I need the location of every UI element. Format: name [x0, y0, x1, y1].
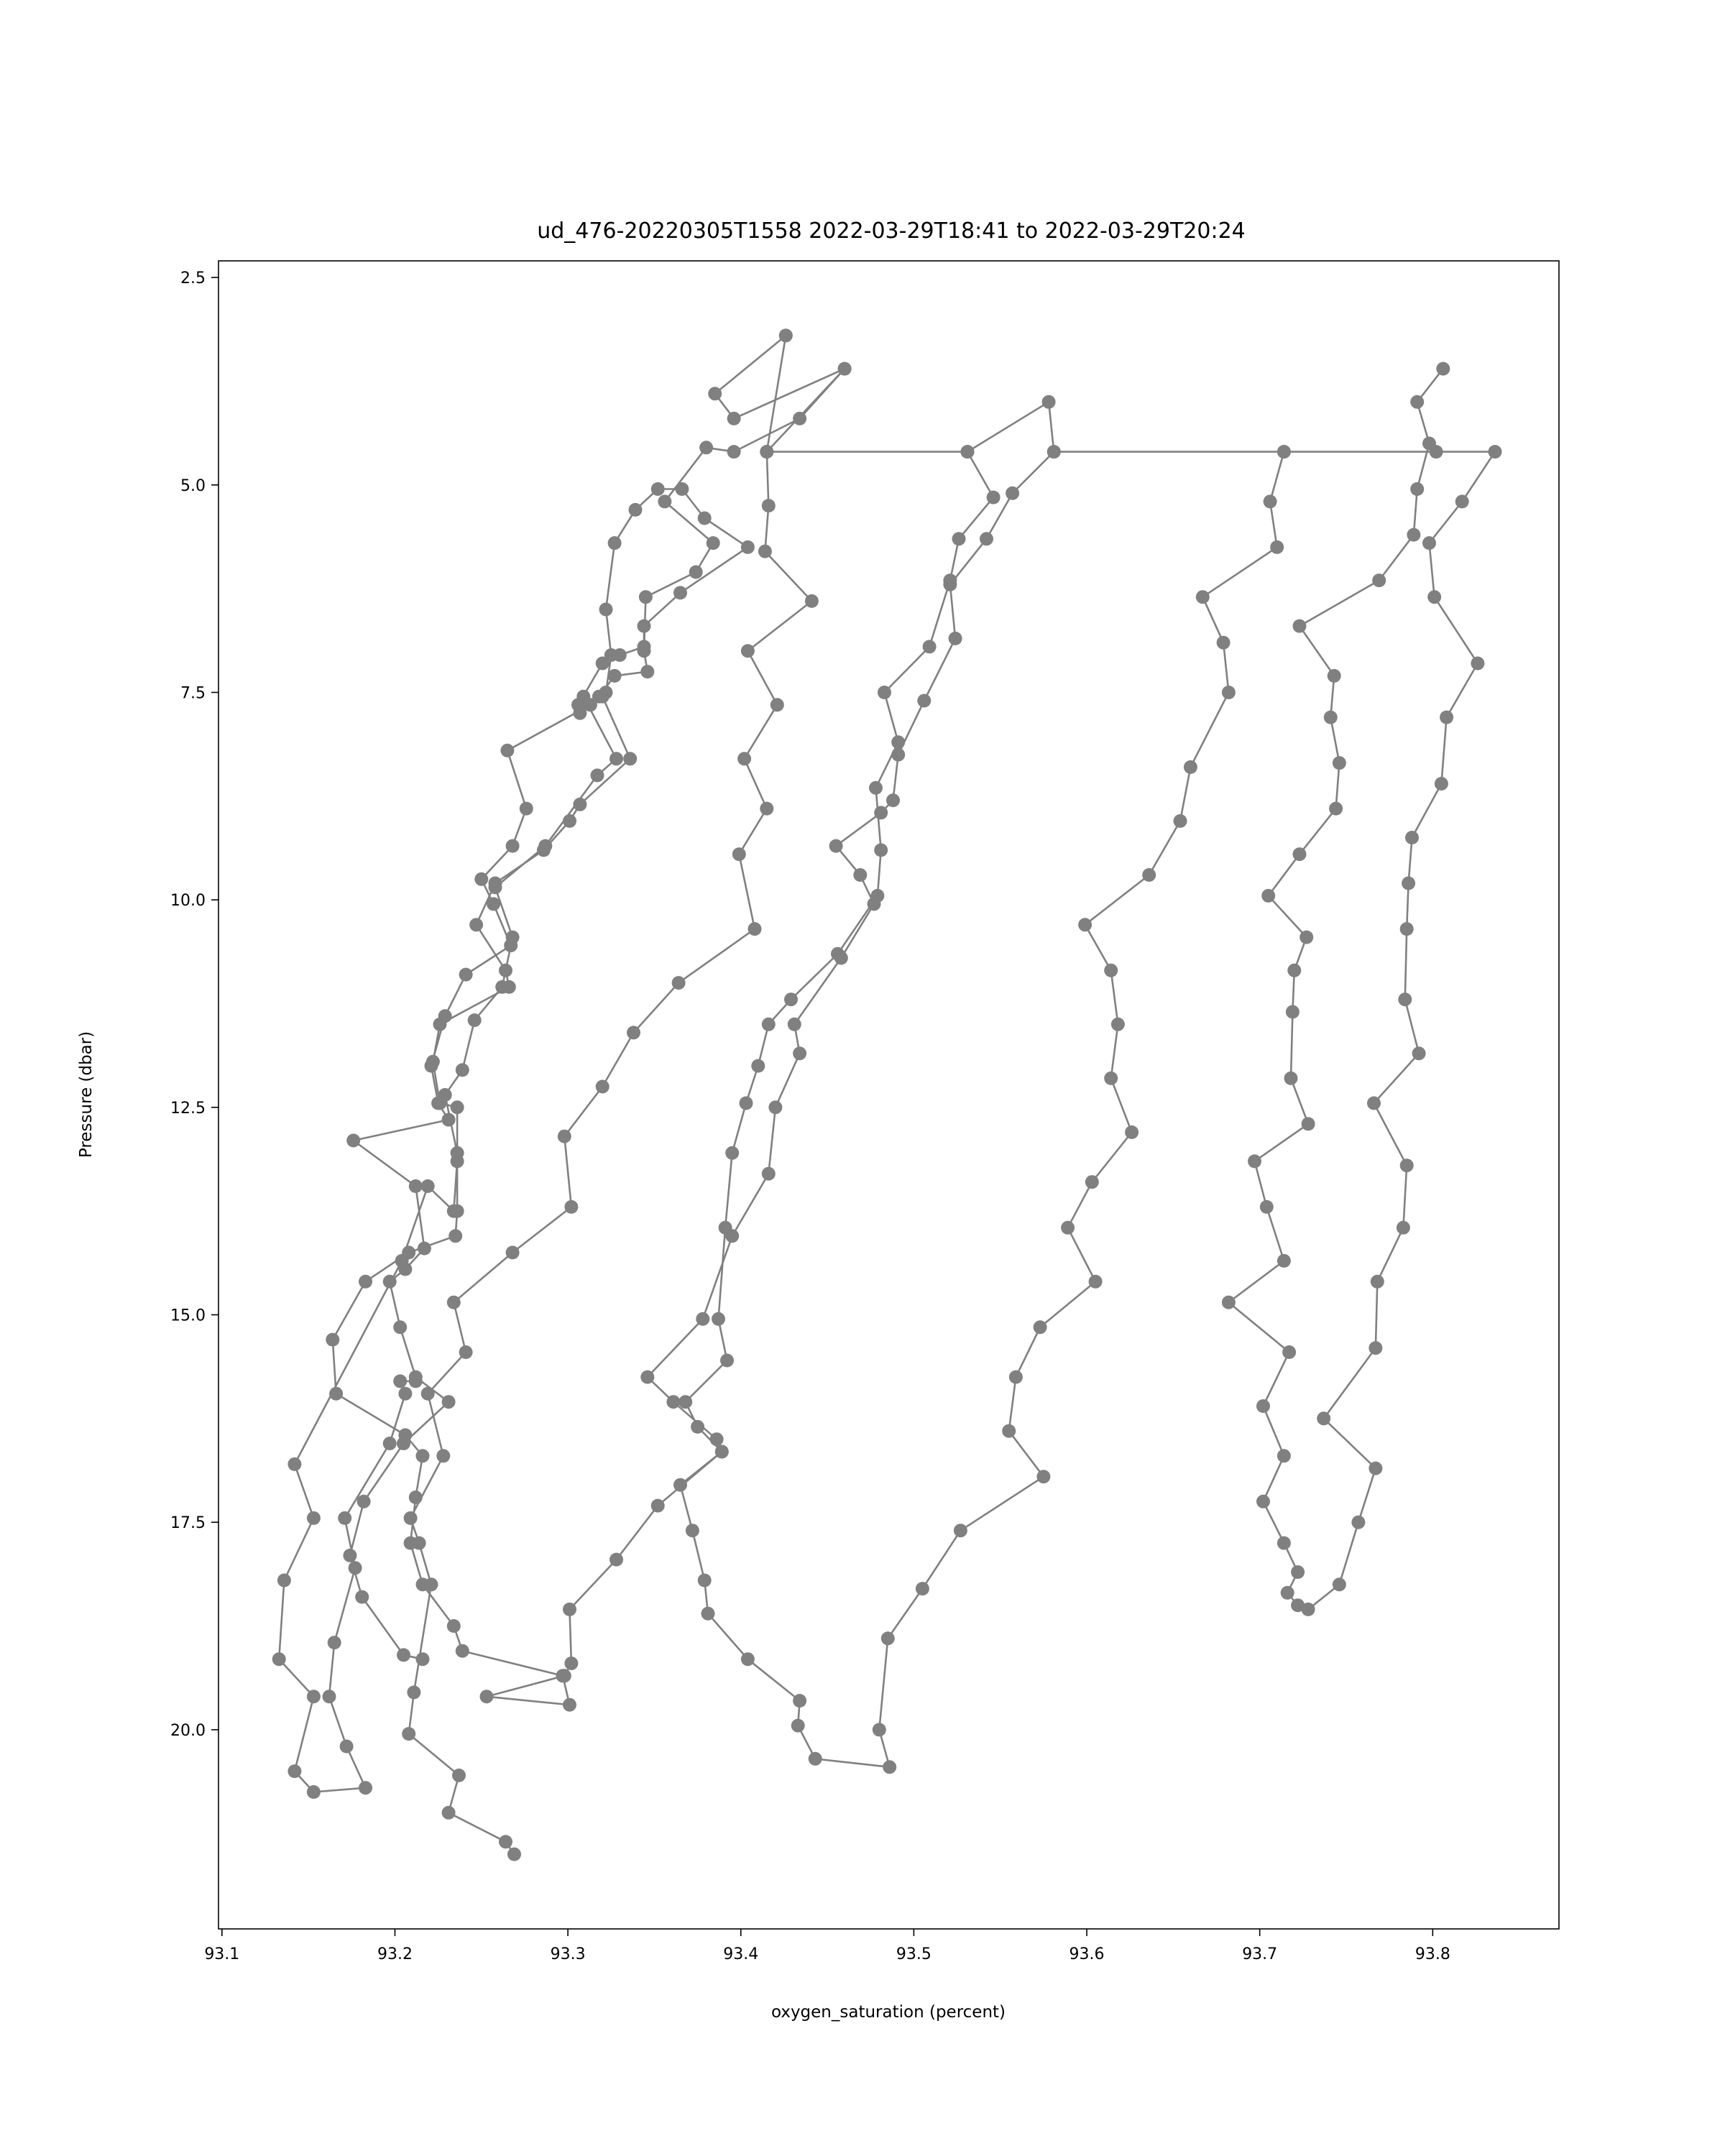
data-point	[658, 494, 671, 508]
data-point	[1277, 1537, 1291, 1550]
y-tick-label: 12.5	[170, 1099, 206, 1118]
data-point	[452, 1769, 466, 1782]
data-point	[853, 868, 867, 882]
y-tick-label: 20.0	[170, 1721, 206, 1740]
data-point	[326, 1333, 339, 1347]
data-point	[558, 1130, 571, 1143]
data-point	[1293, 847, 1307, 861]
data-point	[916, 1582, 929, 1595]
data-point	[451, 1154, 464, 1168]
data-point	[1284, 1072, 1298, 1085]
data-point	[1260, 1200, 1274, 1214]
data-point	[640, 665, 654, 678]
data-point	[520, 802, 533, 816]
data-point	[741, 644, 755, 658]
data-point	[1142, 868, 1156, 882]
data-point	[886, 793, 900, 807]
data-point	[651, 1499, 665, 1513]
data-point	[442, 1113, 456, 1127]
data-point	[573, 798, 586, 811]
data-point	[433, 1018, 447, 1031]
data-point	[407, 1685, 420, 1699]
data-point	[760, 802, 773, 816]
data-point	[1222, 1296, 1236, 1309]
data-point	[883, 1760, 896, 1774]
y-axis-label: Pressure (dbar)	[77, 1031, 96, 1158]
data-point	[831, 947, 845, 961]
data-point	[954, 1524, 967, 1537]
data-point	[489, 877, 502, 890]
data-point	[442, 1806, 456, 1820]
data-point	[413, 1537, 426, 1550]
data-point	[288, 1457, 301, 1471]
data-point	[447, 1296, 461, 1309]
data-point	[1405, 831, 1419, 844]
data-point	[272, 1652, 286, 1666]
data-point	[573, 706, 586, 720]
data-point	[741, 1652, 755, 1666]
data-point	[707, 536, 720, 550]
data-point	[328, 1636, 341, 1649]
data-point	[502, 980, 516, 994]
data-point	[1256, 1399, 1270, 1413]
data-point	[500, 744, 514, 757]
data-point	[699, 441, 713, 454]
data-point	[459, 968, 473, 982]
data-point	[698, 512, 712, 525]
data-point	[1270, 540, 1284, 554]
x-tick-label: 93.6	[1069, 1945, 1105, 1963]
data-point	[1282, 1345, 1296, 1359]
data-point	[338, 1511, 351, 1525]
data-point	[393, 1320, 407, 1334]
data-point	[878, 686, 891, 699]
x-tick-label: 93.1	[204, 1945, 240, 1963]
data-point	[1398, 992, 1412, 1006]
data-point	[1410, 482, 1424, 496]
data-point	[425, 1577, 438, 1591]
data-point	[873, 1723, 886, 1736]
x-tick-label: 93.4	[723, 1945, 759, 1963]
data-point	[359, 1275, 372, 1289]
data-point	[627, 1026, 640, 1039]
data-point	[1440, 711, 1453, 724]
data-point	[1351, 1516, 1365, 1529]
data-point	[599, 603, 613, 617]
data-point	[1196, 590, 1210, 604]
data-point	[720, 1354, 734, 1368]
data-point	[758, 545, 772, 558]
data-point	[737, 752, 751, 765]
y-tick-label: 15.0	[170, 1307, 206, 1325]
data-point	[433, 1097, 447, 1110]
data-point	[591, 768, 604, 782]
data-point	[307, 1690, 321, 1703]
data-point	[874, 806, 888, 819]
data-point	[696, 1312, 709, 1326]
data-point	[416, 1449, 430, 1462]
data-point	[307, 1785, 321, 1799]
y-tick-label: 2.5	[180, 270, 206, 288]
data-point	[1328, 669, 1341, 683]
data-point	[397, 1437, 410, 1450]
data-point	[1397, 1221, 1410, 1235]
data-point	[402, 1727, 415, 1741]
x-tick-label: 93.5	[896, 1945, 932, 1963]
data-point	[1324, 711, 1338, 724]
data-point	[1436, 362, 1450, 376]
y-tick-label: 5.0	[180, 476, 206, 495]
data-point	[793, 412, 806, 425]
data-point	[788, 1018, 801, 1031]
data-point	[1277, 1254, 1291, 1268]
data-point	[436, 1449, 450, 1462]
data-point	[784, 992, 798, 1006]
y-tick-label: 17.5	[170, 1514, 206, 1533]
chart-title: ud_476-20220305T1558 2022-03-29T18:41 to 2022-03-29T20:24	[537, 218, 1246, 244]
data-point	[1089, 1275, 1103, 1289]
data-point	[881, 1631, 895, 1645]
data-point	[651, 482, 665, 496]
data-point	[1286, 1005, 1300, 1019]
data-point	[1261, 889, 1275, 903]
x-tick-label: 93.8	[1414, 1945, 1450, 1963]
data-point	[418, 1242, 431, 1256]
data-point	[447, 1204, 461, 1218]
data-point	[725, 1146, 739, 1160]
data-point	[1002, 1424, 1016, 1438]
data-point	[779, 328, 793, 342]
data-point	[346, 1134, 360, 1148]
data-point	[1367, 1097, 1381, 1110]
data-point	[1371, 1275, 1384, 1289]
data-point	[1400, 1158, 1414, 1172]
data-point	[409, 1179, 423, 1193]
data-point	[383, 1275, 397, 1289]
data-point	[1174, 814, 1187, 828]
data-point	[323, 1690, 336, 1703]
data-point	[1422, 536, 1436, 550]
data-point	[1281, 1586, 1294, 1600]
data-point	[1047, 445, 1061, 459]
data-point	[459, 1345, 473, 1359]
data-point	[456, 1644, 469, 1658]
data-point	[1184, 760, 1197, 774]
data-point	[343, 1549, 356, 1562]
data-point	[1034, 1320, 1047, 1334]
data-point	[805, 594, 819, 608]
data-point	[421, 1179, 435, 1193]
x-axis	[204, 1929, 1450, 1963]
data-point	[1422, 437, 1436, 451]
data-point	[499, 964, 512, 977]
data-point	[952, 532, 966, 545]
data-point	[506, 839, 520, 853]
data-point	[1412, 1046, 1426, 1060]
data-point	[1256, 1495, 1270, 1508]
data-point	[639, 590, 653, 604]
data-point	[1291, 1565, 1305, 1579]
data-point	[666, 1395, 680, 1409]
data-point	[506, 1245, 520, 1259]
data-point	[448, 1229, 462, 1243]
data-point	[770, 698, 784, 711]
data-point	[504, 939, 518, 952]
data-point	[355, 1590, 369, 1604]
data-point	[277, 1574, 291, 1588]
data-point	[923, 640, 937, 653]
data-point	[383, 1437, 397, 1450]
data-point	[409, 1374, 423, 1388]
data-point	[610, 752, 623, 765]
data-point	[673, 586, 687, 599]
data-point	[672, 976, 686, 990]
data-point	[640, 1370, 654, 1384]
x-tick-label: 93.2	[377, 1945, 413, 1963]
data-point	[1085, 1175, 1099, 1189]
series-line	[279, 369, 845, 1792]
data-point	[1317, 1411, 1330, 1425]
data-point	[1333, 756, 1346, 770]
data-point	[397, 1648, 410, 1662]
data-point	[393, 1374, 407, 1388]
data-point	[791, 1719, 805, 1733]
data-point	[564, 1200, 578, 1214]
data-point	[537, 843, 551, 857]
data-point	[1372, 573, 1386, 587]
data-point	[563, 1698, 576, 1712]
data-point	[762, 1167, 776, 1181]
data-point	[751, 1059, 765, 1073]
data-point	[1264, 494, 1277, 508]
data-point	[563, 1603, 576, 1616]
data-point	[748, 922, 762, 936]
data-point	[1006, 487, 1019, 500]
data-point	[686, 1524, 699, 1537]
data-point	[689, 566, 703, 579]
series-2	[640, 445, 1291, 1774]
data-point	[604, 648, 618, 662]
data-point	[359, 1781, 372, 1795]
data-point	[1277, 1449, 1291, 1462]
data-point	[451, 1100, 464, 1114]
data-point	[426, 1055, 440, 1069]
data-point	[499, 1835, 512, 1848]
x-tick-label: 93.3	[550, 1945, 586, 1963]
data-point	[1287, 964, 1301, 977]
data-point	[1402, 877, 1415, 890]
data-point	[712, 1312, 725, 1326]
data-point	[691, 1420, 704, 1434]
data-point	[1302, 1117, 1315, 1130]
data-point	[398, 1387, 412, 1401]
data-point	[1217, 636, 1230, 650]
data-point	[1455, 494, 1469, 508]
data-point	[1410, 395, 1424, 409]
data-point	[1300, 931, 1313, 944]
data-point	[740, 1097, 753, 1110]
y-axis	[170, 270, 218, 1740]
data-point	[629, 503, 643, 517]
data-point	[741, 540, 755, 554]
data-point	[1291, 1598, 1305, 1612]
data-point	[727, 412, 741, 425]
data-point	[719, 1221, 732, 1235]
data-point	[917, 694, 931, 708]
data-point	[1222, 686, 1236, 699]
data-point	[1104, 964, 1118, 977]
data-point	[1061, 1221, 1075, 1235]
data-point	[468, 1013, 482, 1027]
data-point	[793, 1046, 806, 1060]
data-point	[980, 532, 993, 545]
y-tick-label: 10.0	[170, 892, 206, 911]
data-point	[404, 1511, 418, 1525]
data-point	[357, 1495, 371, 1508]
data-point	[1036, 1470, 1050, 1483]
data-point	[610, 1553, 623, 1567]
data-point	[596, 690, 610, 704]
series-line	[409, 336, 812, 1854]
data-point	[732, 847, 746, 861]
data-point	[1427, 590, 1441, 604]
data-point	[698, 1574, 712, 1588]
data-point	[307, 1511, 321, 1525]
data-point	[507, 1848, 521, 1861]
data-point	[1078, 918, 1092, 931]
data-point	[1125, 1125, 1138, 1139]
data-point	[1368, 1341, 1382, 1355]
data-point	[702, 1607, 715, 1621]
data-point	[987, 491, 1000, 505]
data-point	[1435, 777, 1448, 791]
series-5	[272, 362, 852, 1799]
data-point	[1111, 1018, 1125, 1031]
data-point	[421, 1387, 435, 1401]
data-point	[949, 632, 962, 645]
series-layer	[272, 328, 1502, 1861]
data-point	[1471, 657, 1484, 671]
series-line	[333, 452, 993, 1705]
data-point	[710, 1432, 724, 1446]
data-point	[442, 1395, 456, 1409]
data-point	[563, 814, 576, 828]
data-point	[1293, 619, 1307, 633]
data-point	[608, 536, 622, 550]
data-point	[874, 843, 888, 857]
data-point	[1248, 1154, 1261, 1168]
y-tick-label: 7.5	[180, 684, 206, 703]
x-axis-label: oxygen_saturation (percent)	[770, 2003, 1006, 2022]
data-point	[838, 362, 852, 376]
data-point	[469, 918, 483, 931]
data-point	[1104, 1072, 1118, 1085]
data-point	[1042, 395, 1056, 409]
data-point	[762, 1018, 776, 1031]
data-point	[891, 735, 905, 749]
data-point	[288, 1764, 301, 1778]
data-point	[727, 445, 741, 459]
data-point	[395, 1254, 409, 1268]
data-point	[623, 752, 637, 765]
plot-area	[218, 261, 1559, 1929]
data-point	[564, 1657, 578, 1670]
data-point	[596, 1080, 610, 1094]
data-point	[447, 1619, 461, 1633]
data-point	[349, 1561, 362, 1575]
data-point	[1489, 445, 1502, 459]
data-point	[762, 499, 776, 512]
data-point	[340, 1740, 354, 1754]
data-point	[1329, 802, 1343, 816]
data-point	[768, 1100, 782, 1114]
x-tick-label: 93.7	[1242, 1945, 1278, 1963]
data-point	[678, 1395, 692, 1409]
data-point	[1277, 445, 1291, 459]
data-point	[638, 644, 651, 658]
data-point	[1368, 1462, 1382, 1475]
data-point	[793, 1694, 806, 1708]
data-point	[1407, 528, 1420, 542]
data-point	[608, 669, 622, 683]
data-point	[715, 1445, 729, 1459]
data-point	[708, 387, 722, 400]
data-point	[480, 1690, 494, 1703]
series-4	[402, 328, 819, 1861]
data-point	[869, 781, 883, 795]
data-point	[556, 1669, 569, 1682]
series-3	[326, 445, 1000, 1712]
data-point	[943, 573, 957, 587]
data-point	[760, 445, 773, 459]
data-point	[456, 1063, 469, 1077]
data-point	[474, 872, 488, 886]
data-point	[809, 1752, 822, 1766]
data-point	[1400, 922, 1414, 936]
data-point	[829, 839, 843, 853]
data-point	[870, 889, 884, 903]
data-point	[1009, 1370, 1023, 1384]
data-point	[1333, 1577, 1346, 1591]
data-point	[961, 445, 975, 459]
